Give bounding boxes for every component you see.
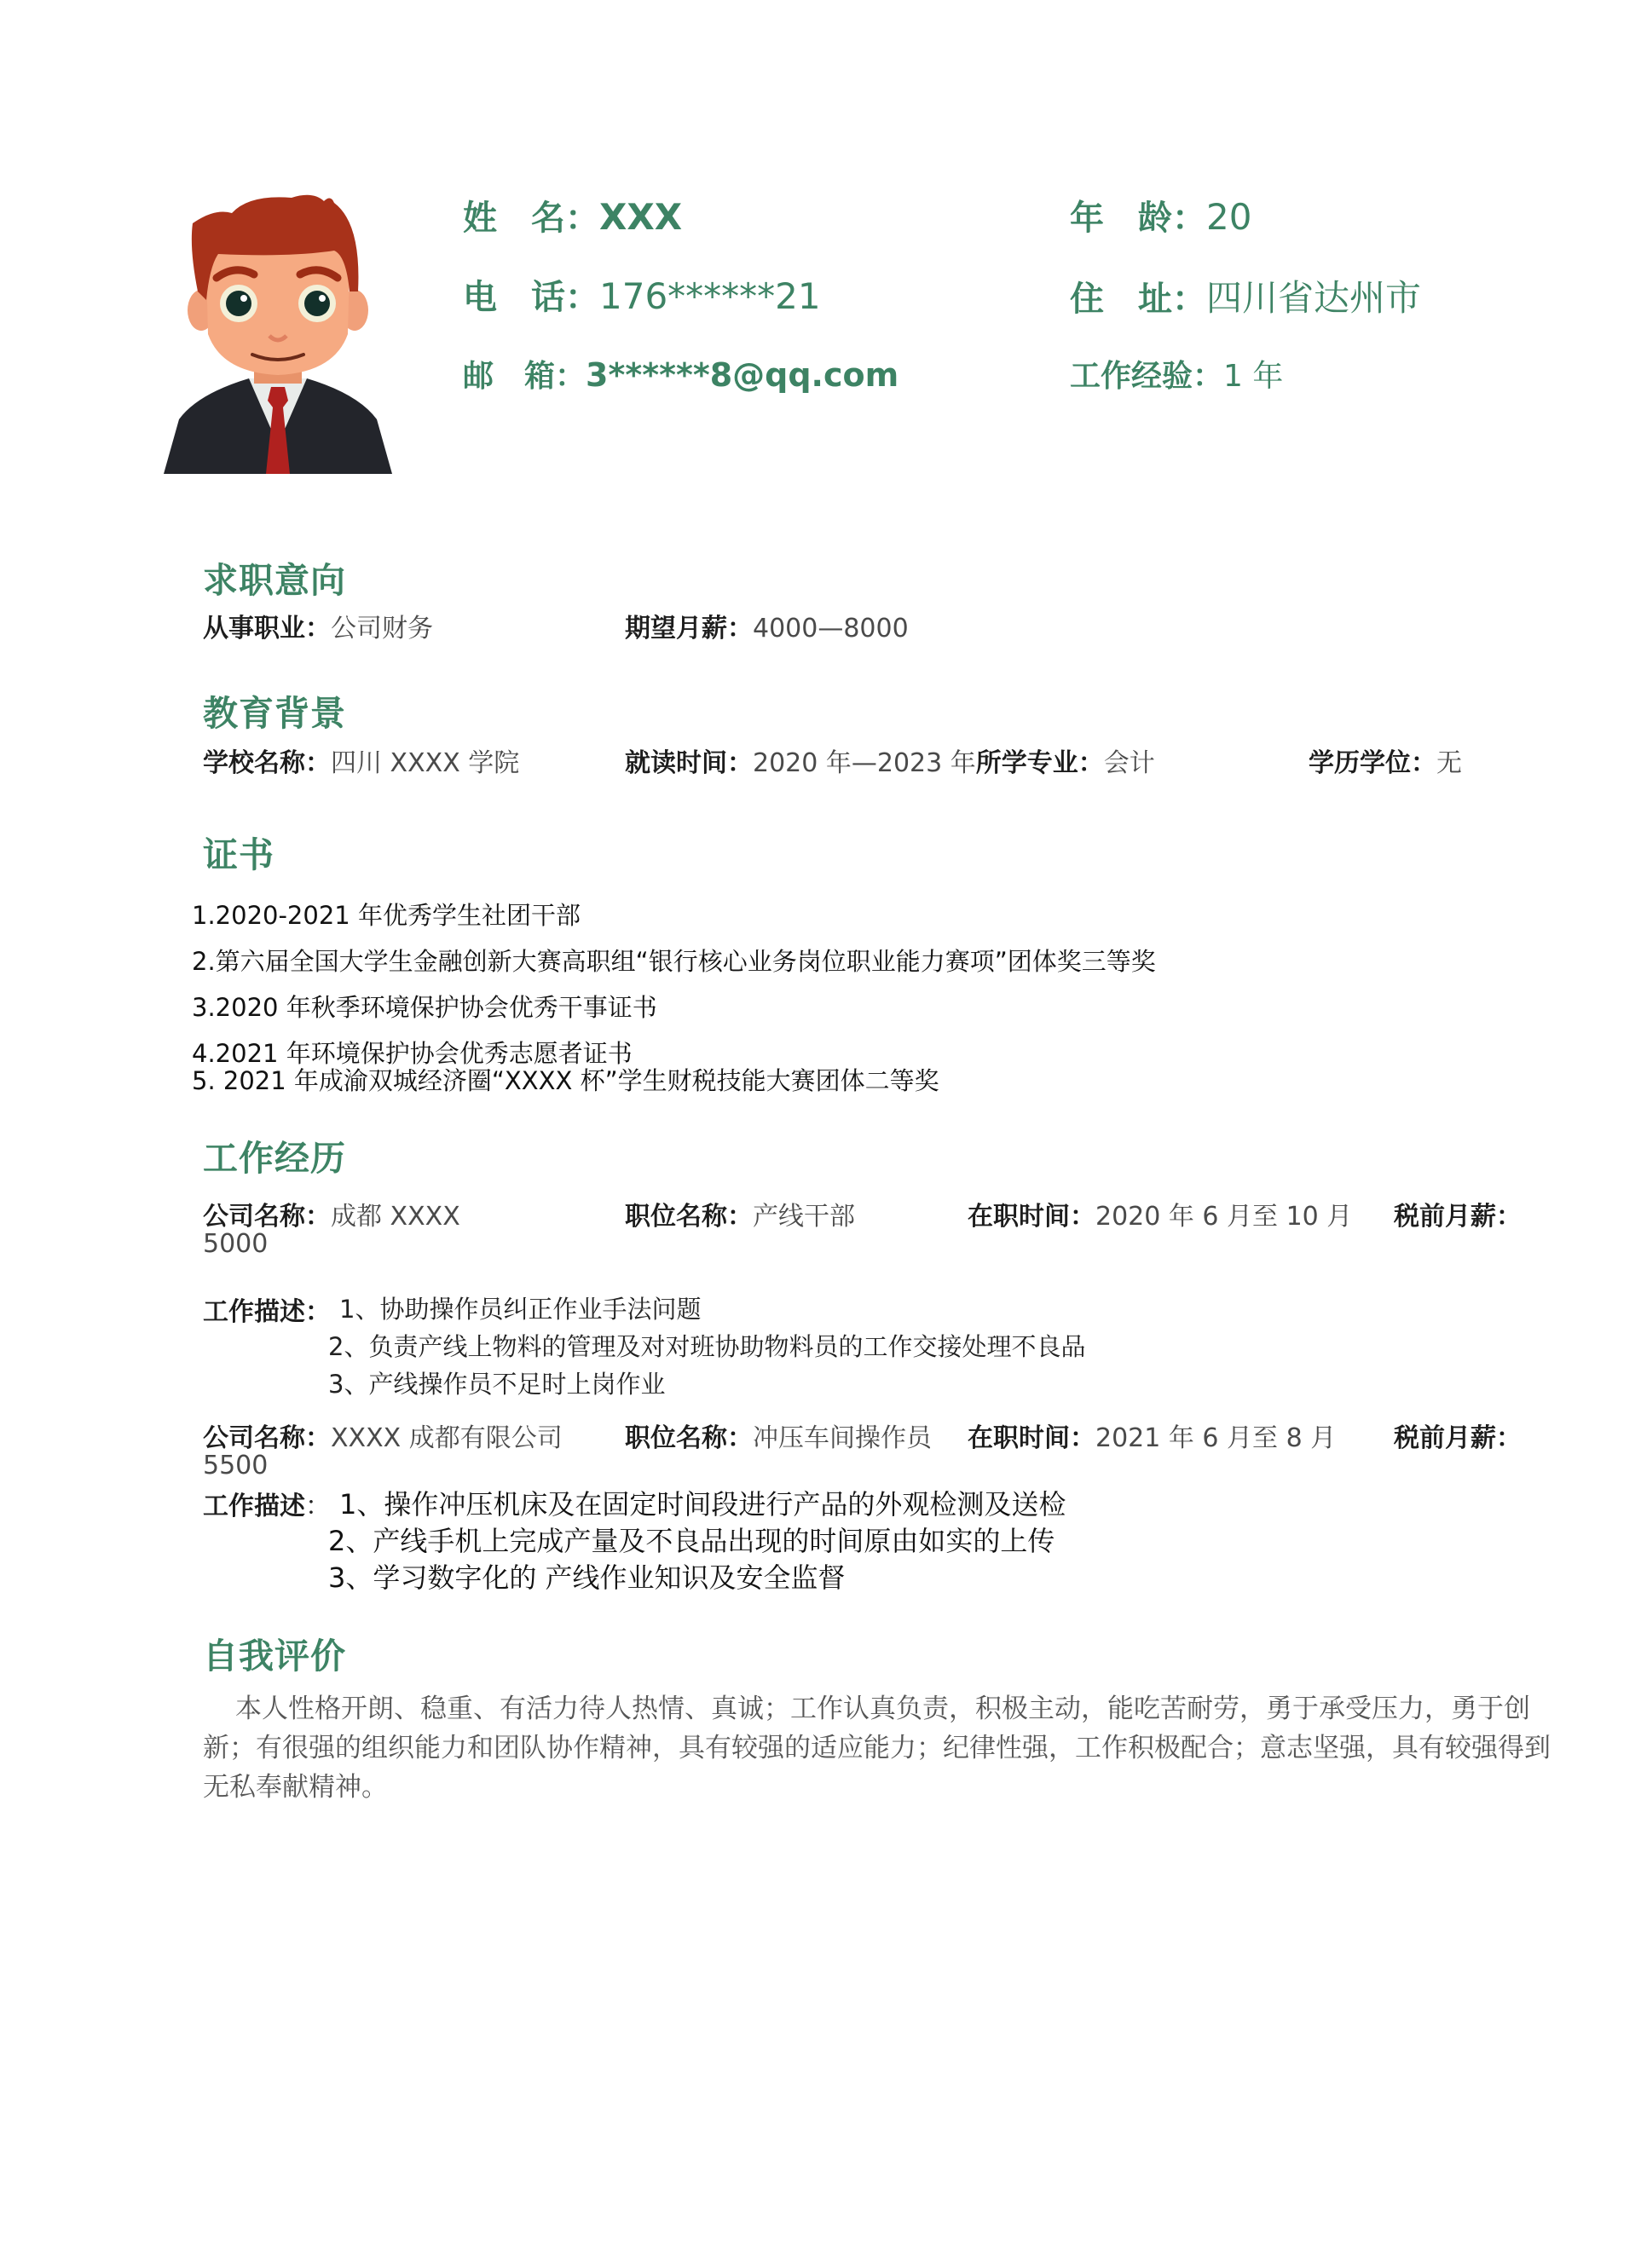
company-value: XXXX 成都有限公司 [331, 1423, 563, 1453]
job1-period-field [968, 1195, 1352, 1232]
expected-salary-value: 4000—8000 [753, 614, 909, 643]
name-field [463, 191, 682, 239]
study-period-field [625, 742, 1155, 779]
age-value: 20 [1206, 196, 1252, 238]
company-label: 公司名称： [203, 1202, 331, 1232]
salary-label: 税前月薪： [1394, 1202, 1522, 1232]
certificate-item: 1.2020-2021 年优秀学生社团干部 [192, 901, 581, 930]
desc-colon: ： [305, 1492, 331, 1521]
job2-desc-item: 3、学习数字化的 产线作业知识及安全监督 [328, 1561, 846, 1594]
desc-label: 工作描述 [203, 1492, 305, 1521]
position-label: 职位名称： [625, 1202, 753, 1232]
experience-value: 1 年 [1223, 359, 1284, 394]
name-value: XXX [599, 196, 683, 238]
period-label: 在职时间： [968, 1423, 1095, 1453]
experience-field [1070, 352, 1283, 395]
school-field [203, 742, 519, 779]
job1-position-field [625, 1195, 855, 1232]
expected-salary-field [625, 607, 909, 644]
address-value: 四川省达州市 [1206, 277, 1422, 319]
certificate-item: 3.2020 年秋季环境保护协会优秀干事证书 [192, 993, 657, 1022]
job2-salary-value: 5500 [203, 1451, 269, 1480]
avatar-man-icon [164, 189, 392, 474]
job1-company-field [203, 1195, 460, 1232]
address-field [1070, 270, 1421, 321]
occupation-label: 从事职业： [203, 614, 331, 643]
job1-desc-item: 3、产线操作员不足时上岗作业 [328, 1370, 666, 1399]
occupation-field [203, 607, 433, 644]
study-period-value: 2020 年—2023 年 [753, 748, 976, 778]
job1-salary-value: 5000 [203, 1229, 269, 1259]
name-label: 姓 名： [463, 199, 599, 238]
job1-salary-field [1394, 1195, 1522, 1232]
job1-desc-item: 1、协助操作员纠正作业手法问题 [339, 1295, 702, 1324]
phone-field [463, 270, 821, 319]
section-title-certificates: 证书 [203, 834, 274, 875]
degree-field [1309, 742, 1462, 779]
email-label: 邮 箱： [463, 359, 586, 394]
phone-label: 电 话： [463, 278, 599, 317]
period-label: 在职时间： [968, 1202, 1095, 1232]
job2-position-field [625, 1417, 932, 1454]
self-eval-paragraph: 本人性格开朗、稳重、有活力待人热情、真诚；工作认真负责，积极主动，能吃苦耐劳，勇于承受压力，勇于创新；有很强的组织能力和团队协作精神，具有较强的适应能力；纪律性强，工作积极配合；意志坚强，具有较强得到无私奉献精神。 [203, 1694, 1551, 1803]
position-value: 冲压车间操作员 [753, 1423, 932, 1453]
degree-label: 学历学位： [1309, 748, 1436, 778]
salary-label: 税前月薪： [1394, 1423, 1522, 1453]
address-label: 住 址： [1070, 280, 1206, 319]
desc-label: 工作描述： [203, 1297, 331, 1327]
experience-label: 工作经验： [1070, 359, 1224, 394]
section-title-job-intent: 求职意向 [203, 560, 346, 601]
school-label: 学校名称： [203, 748, 331, 778]
job2-desc-item: 1、操作冲压机床及在固定时间段进行产品的外观检测及送检 [339, 1488, 1066, 1521]
email-value: 3******8@qq.com [586, 356, 899, 394]
major-value: 会计 [1103, 748, 1155, 778]
position-value: 产线干部 [753, 1202, 855, 1232]
job1-desc-label-row [203, 1290, 331, 1328]
job1-desc-item: 2、负责产线上物料的管理及对对班协助物料员的工作交接处理不良品 [328, 1332, 1086, 1361]
company-value: 成都 XXXX [331, 1202, 460, 1232]
occupation-value: 公司财务 [331, 614, 433, 643]
certificate-item: 5. 2021 年成渝双城经济圈“XXXX 杯”学生财税技能大赛团体二等奖 [192, 1066, 939, 1095]
expected-salary-label: 期望月薪： [625, 614, 753, 643]
job2-period-field [968, 1417, 1336, 1454]
job2-desc-label-row [203, 1485, 331, 1522]
position-label: 职位名称： [625, 1423, 753, 1453]
certificate-item: 4.2021 年环境保护协会优秀志愿者证书 [192, 1039, 633, 1068]
avatar [164, 189, 392, 474]
study-period-label: 就读时间： [625, 748, 753, 778]
major-label: 所学专业： [975, 748, 1104, 778]
section-title-work: 工作经历 [203, 1138, 346, 1179]
age-field [1070, 191, 1251, 239]
school-value: 四川 XXXX 学院 [331, 748, 520, 778]
job2-company-field [203, 1417, 563, 1454]
period-value: 2020 年 6 月至 10 月 [1095, 1202, 1353, 1232]
company-label: 公司名称： [203, 1423, 331, 1453]
phone-value: 176******21 [599, 275, 821, 317]
job2-salary-field [1394, 1417, 1522, 1454]
job2-desc-item: 2、产线手机上完成产量及不良品出现的时间原由如实的上传 [328, 1525, 1055, 1557]
email-field [463, 352, 899, 395]
section-title-self-eval: 自我评价 [203, 1636, 346, 1676]
section-title-education: 教育背景 [203, 693, 346, 734]
certificate-item: 2.第六届全国大学生金融创新大赛高职组“银行核心业务岗位职业能力赛项”团体奖三等奖 [192, 947, 1156, 976]
age-label: 年 龄： [1070, 199, 1206, 238]
period-value: 2021 年 6 月至 8 月 [1095, 1423, 1337, 1453]
degree-value: 无 [1436, 748, 1462, 778]
